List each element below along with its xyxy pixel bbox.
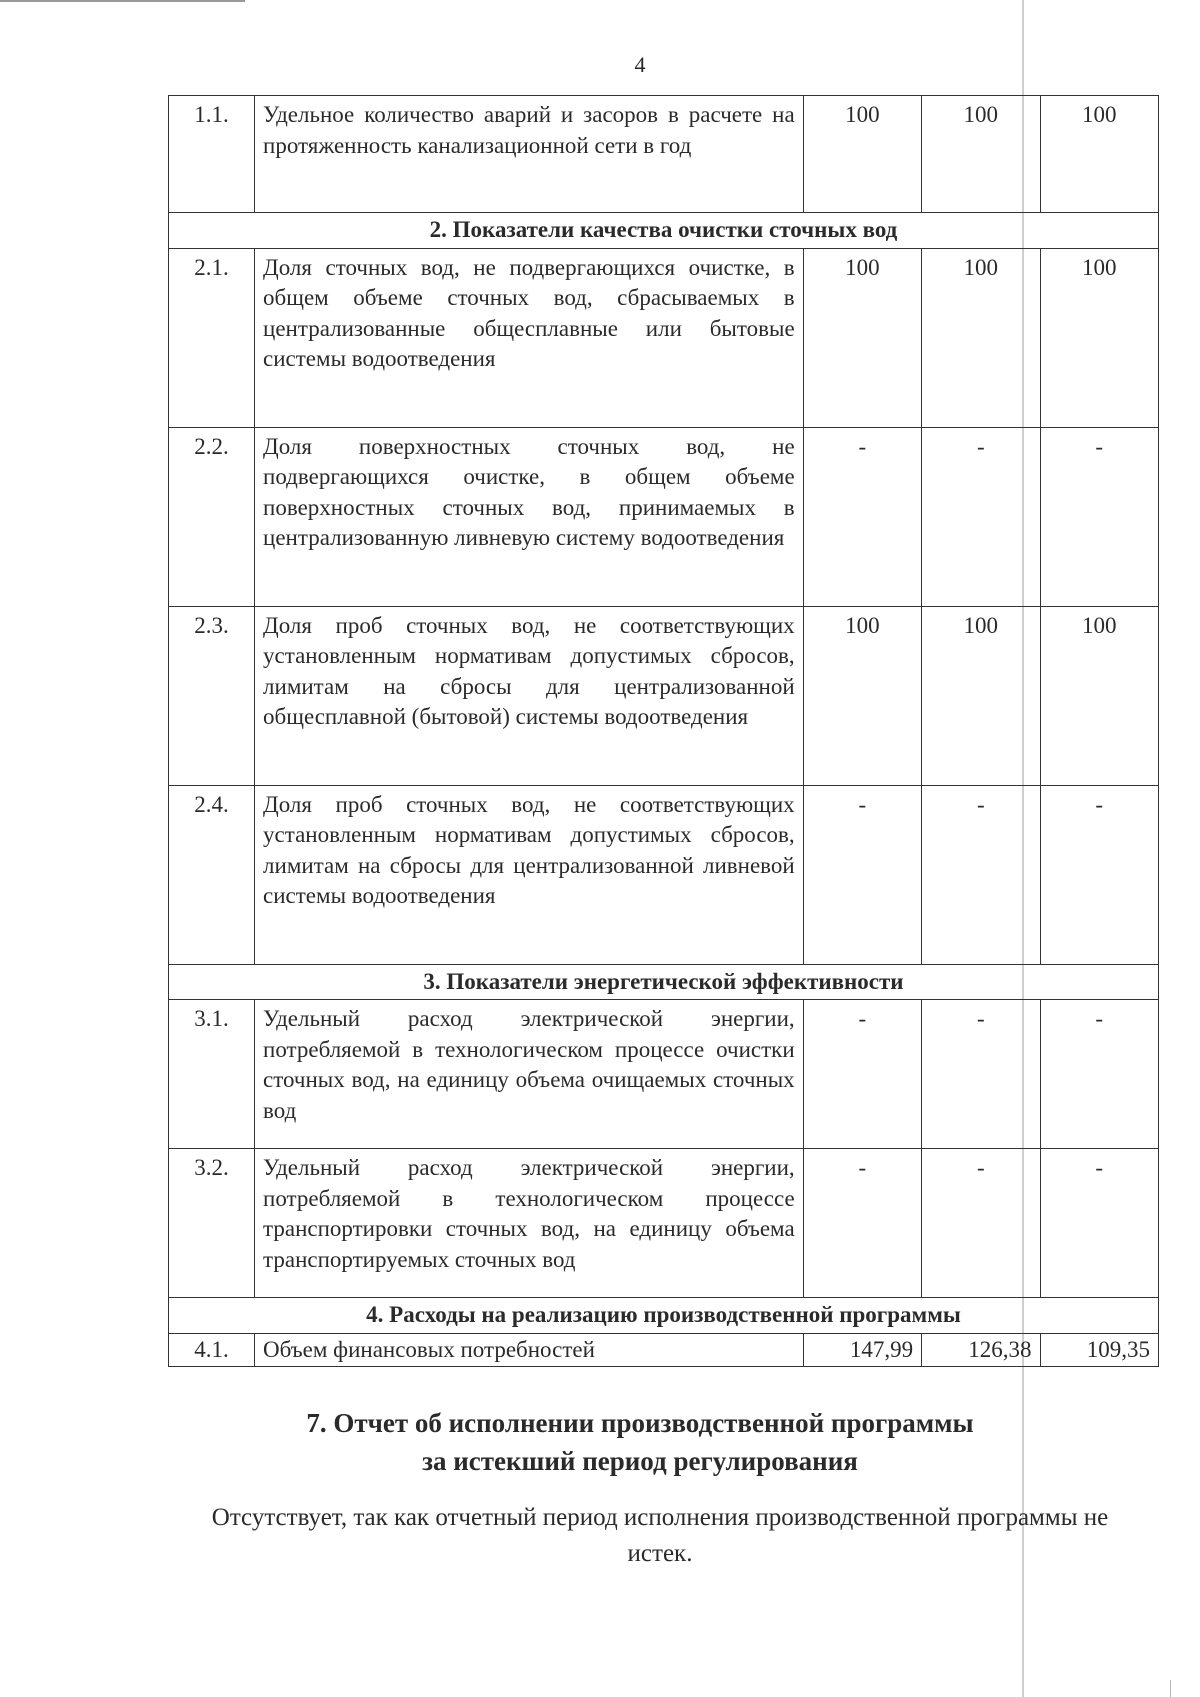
section-title: 4. Расходы на реализацию производственной программы — [169, 1298, 1159, 1334]
section-heading — [250, 1405, 1030, 1481]
indicator-value-2: - — [922, 427, 1040, 606]
scan-top-edge — [0, 0, 245, 2]
indicator-value-3: - — [1040, 785, 1158, 964]
section-row — [169, 1298, 1159, 1334]
table-row — [169, 1000, 1159, 1149]
section-title: 2. Показатели качества очистки сточных вод — [169, 213, 1159, 249]
indicators-table — [168, 95, 1159, 1367]
table-row — [169, 606, 1159, 785]
indicator-value-3: 100 — [1040, 606, 1158, 785]
page-number: 4 — [634, 52, 646, 77]
indicator-description: Доля сточных вод, не подвергающихся очистке, в общем объеме сточных вод, сбрасываемых в централизованные общесплавные или бытовые системы водоотведения — [255, 248, 804, 427]
indicator-value-2: 126,38 — [922, 1333, 1040, 1367]
row-number: 1.1. — [169, 96, 255, 213]
indicator-description: Удельный расход электрической энергии, потребляемой в технологическом процессе транспортировки сточных вод, на единицу объема транспортируемых сточных вод — [255, 1149, 804, 1298]
indicator-value-1: 100 — [803, 96, 921, 213]
section-body-text: Отсутствует, так как отчетный период исполнения производственной программы не истек. — [211, 1504, 1109, 1568]
table-row — [169, 427, 1159, 606]
indicator-value-2: - — [922, 1149, 1040, 1298]
row-number: 2.4. — [169, 785, 255, 964]
table-row — [169, 785, 1159, 964]
table-row — [169, 1333, 1159, 1367]
indicator-description: Удельный расход электрической энергии, потребляемой в технологическом процессе очистки сточных вод, на единицу объема очищаемых сточных вод — [255, 1000, 804, 1149]
indicator-value-2: 100 — [922, 96, 1040, 213]
indicator-value-3: 109,35 — [1040, 1333, 1158, 1367]
indicator-value-2: 100 — [922, 606, 1040, 785]
section-row — [169, 964, 1159, 1000]
indicator-value-3: - — [1040, 427, 1158, 606]
indicator-value-2: 100 — [922, 248, 1040, 427]
section-heading-line-2: за истекший период регулирования — [422, 1445, 858, 1476]
row-number: 2.3. — [169, 606, 255, 785]
row-number: 2.1. — [169, 248, 255, 427]
indicator-value-3: - — [1040, 1000, 1158, 1149]
row-number: 2.2. — [169, 427, 255, 606]
indicator-description: Доля поверхностных сточных вод, не подвергающихся очистке, в общем объеме поверхностных сточных вод, принимаемых в централизованную ливневую систему водоотведения — [255, 427, 804, 606]
indicator-description: Доля проб сточных вод, не соответствующих установленным нормативам допустимых сбросов, лимитам на сбросы для централизованной ливневой системы водоотведения — [255, 785, 804, 964]
indicator-description: Удельное количество аварий и засоров в расчете на протяженность канализационной сети в год — [255, 96, 804, 213]
row-number: 4.1. — [169, 1333, 255, 1367]
table-row — [169, 1149, 1159, 1298]
indicator-value-2: - — [922, 785, 1040, 964]
row-number: 3.2. — [169, 1149, 255, 1298]
indicator-value-3: - — [1040, 1149, 1158, 1298]
indicator-value-1: - — [803, 427, 921, 606]
indicator-value-3: 100 — [1040, 96, 1158, 213]
section-row — [169, 213, 1159, 249]
indicator-description: Объем финансовых потребностей — [255, 1333, 804, 1367]
indicators-table-body — [169, 96, 1159, 1367]
indicator-value-3: 100 — [1040, 248, 1158, 427]
scan-mark — [1170, 1680, 1171, 1697]
section-heading-line-1: 7. Отчет об исполнении производственной программы — [306, 1408, 974, 1438]
indicator-value-1: - — [803, 1149, 921, 1298]
row-number: 3.1. — [169, 1000, 255, 1149]
indicator-value-2: - — [922, 1000, 1040, 1149]
indicator-value-1: 100 — [803, 248, 921, 427]
indicator-value-1: 147,99 — [803, 1333, 921, 1367]
indicator-value-1: - — [803, 785, 921, 964]
table-row — [169, 96, 1159, 213]
section-title: 3. Показатели энергетической эффективности — [169, 964, 1159, 1000]
indicator-value-1: 100 — [803, 606, 921, 785]
table-row — [169, 248, 1159, 427]
indicator-value-1: - — [803, 1000, 921, 1149]
indicator-description: Доля проб сточных вод, не соответствующих установленным нормативам допустимых сбросов, лимитам на сбросы для централизованной общесплавной (бытовой) системы водоотведения — [255, 606, 804, 785]
